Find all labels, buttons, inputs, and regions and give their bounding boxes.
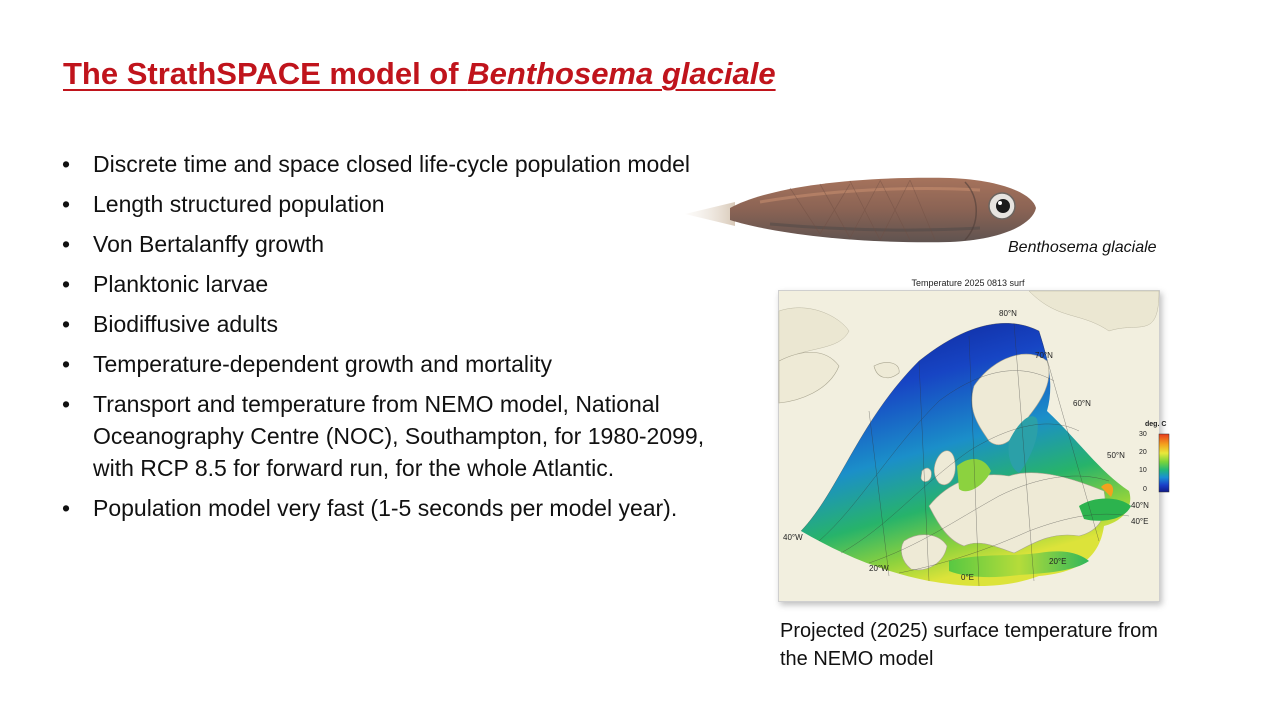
bullet-list xyxy=(62,148,722,532)
map-title: Temperature 2025 0813 surf xyxy=(911,278,1025,288)
temperature-map xyxy=(778,278,1167,600)
fish-image xyxy=(680,168,1045,253)
slide-title xyxy=(63,56,776,92)
bullet-item: • Length structured population xyxy=(62,188,722,220)
colorbar-tick: 10 xyxy=(1139,467,1147,474)
fish-caption: Benthosema glaciale xyxy=(1008,239,1157,256)
colorbar-title: deg. C xyxy=(1145,421,1167,428)
bullet-item: • Temperature-dependent growth and mortality xyxy=(62,348,722,380)
map-frame xyxy=(778,290,1167,602)
bullet-item: • Biodiffusive adults xyxy=(62,308,722,340)
lat-label: 50°N xyxy=(1107,451,1125,460)
colorbar-tick: 0 xyxy=(1143,486,1147,493)
lat-label: 80°N xyxy=(999,309,1017,318)
lon-label: 20°E xyxy=(1049,557,1067,566)
colorbar-tick: 30 xyxy=(1139,431,1147,438)
bullet-item: • Von Bertalanffy growth xyxy=(62,228,722,260)
lat-label: 40°N xyxy=(1131,501,1149,510)
bullet-item: • Discrete time and space closed life-cycle population model xyxy=(62,148,722,180)
lon-label: 40°W xyxy=(783,533,803,542)
bullet-item: • Transport and temperature from NEMO model, National Oceanography Centre (NOC), Southampton, for 1980-2099, with RCP 8.5 for forward run, for the whole Atlantic. xyxy=(62,388,722,484)
lon-label: 40°E xyxy=(1131,517,1149,526)
slide-title-species: Benthosema glaciale xyxy=(467,56,776,91)
bullet-item: • Planktonic larvae xyxy=(62,268,722,300)
lon-label: 0°E xyxy=(961,573,974,582)
map-caption: Projected (2025) surface temperature from the NEMO model xyxy=(780,620,1158,670)
slide-title-prefix: The StrathSPACE model of xyxy=(63,56,468,91)
lon-label: 20°W xyxy=(869,564,889,573)
lat-label: 60°N xyxy=(1073,399,1091,408)
lat-label: 70°N xyxy=(1035,351,1053,360)
bullet-item: • Population model very fast (1-5 seconds per model year). xyxy=(62,492,722,524)
colorbar-tick: 20 xyxy=(1139,449,1147,456)
map-graphic xyxy=(779,291,1159,601)
